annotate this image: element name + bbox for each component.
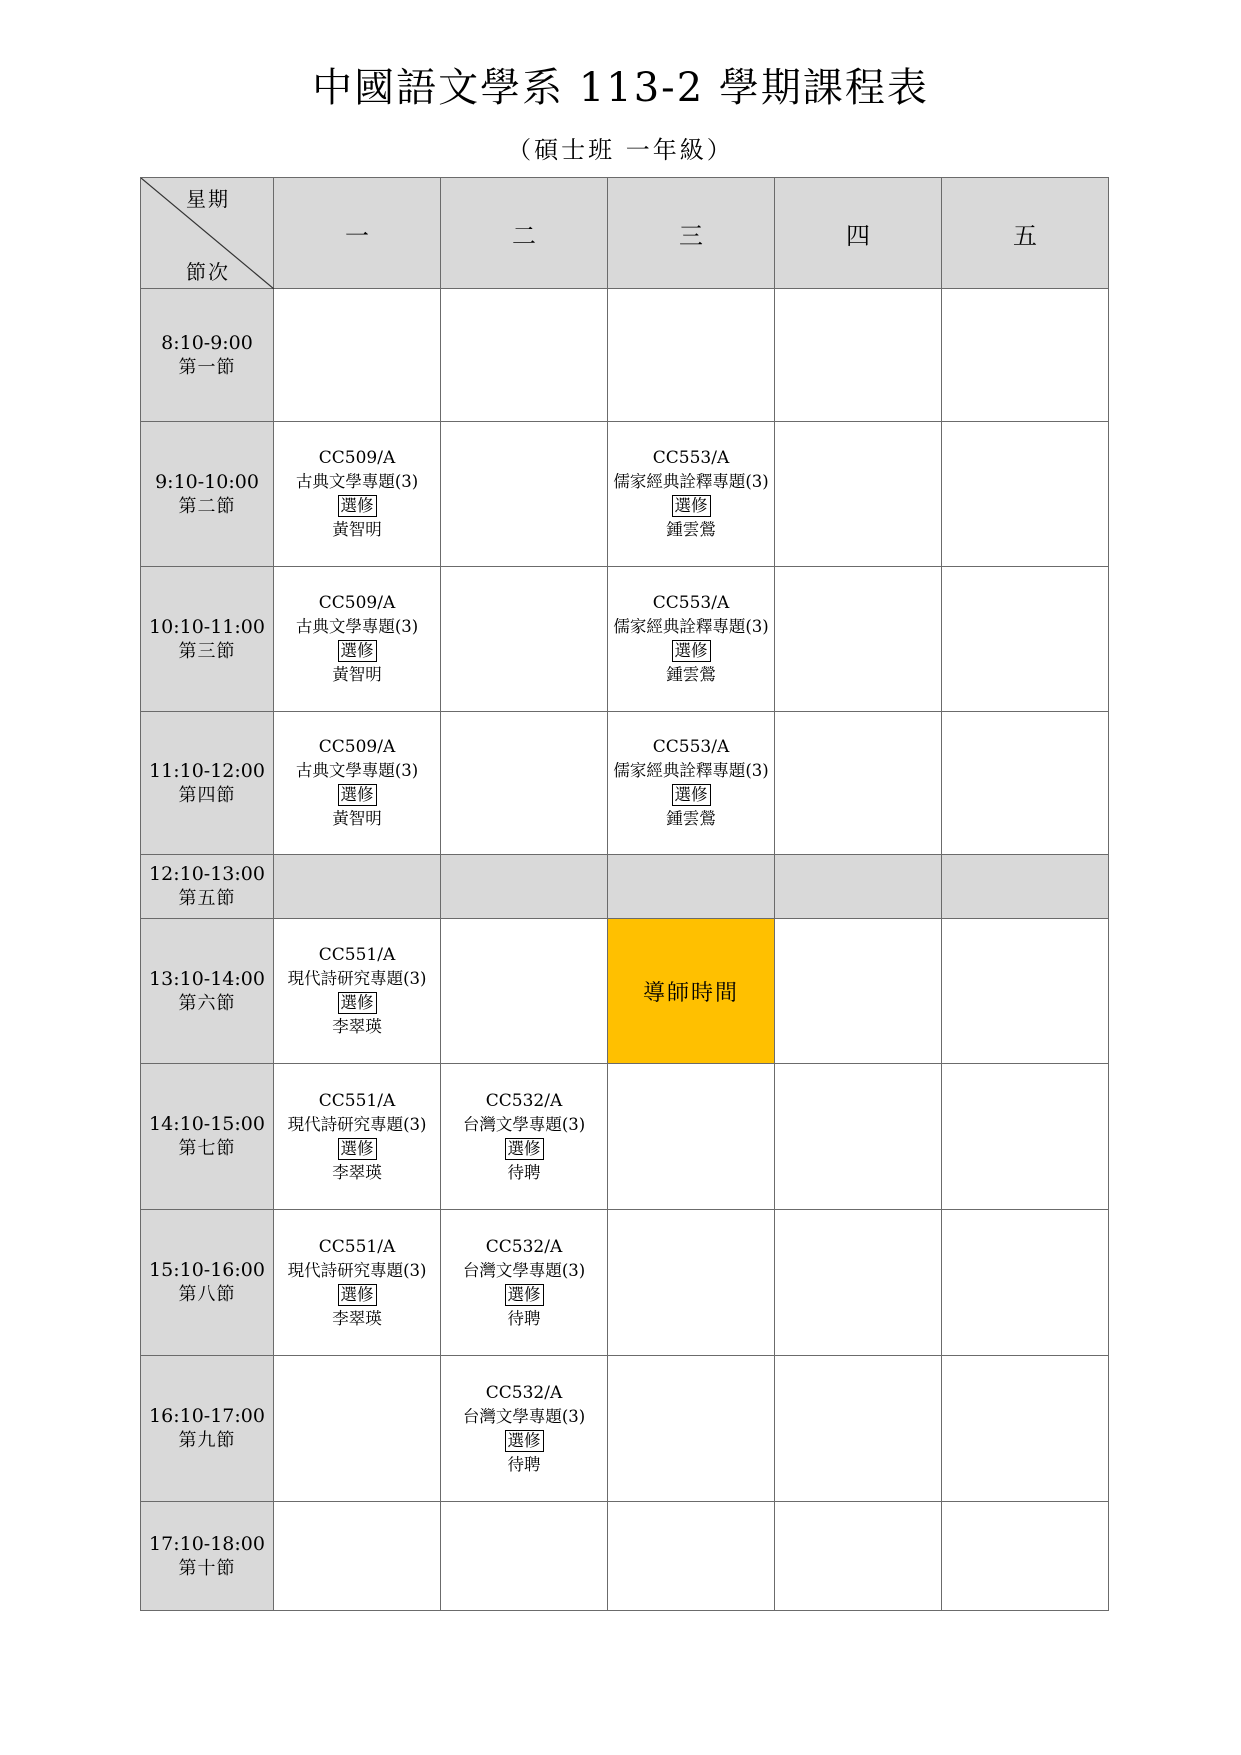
course-name: 現代詩研究專題(3) — [287, 1114, 427, 1134]
period-label: 第八節 — [178, 1284, 236, 1305]
course-type-badge: 選修 — [338, 1138, 377, 1160]
day-header-thu: 四 — [775, 178, 942, 289]
day-header-tue: 二 — [441, 178, 608, 289]
empty-cell-thu — [775, 1502, 942, 1611]
period-cell — [141, 919, 274, 1064]
day-header-wed: 三 — [608, 178, 775, 289]
course-name: 現代詩研究專題(3) — [287, 969, 427, 988]
empty-cell-wed — [608, 1356, 775, 1502]
course-teacher: 黃智明 — [332, 809, 382, 828]
course-cell-tue — [441, 1210, 608, 1356]
period-axis-label: 節次 — [186, 260, 230, 284]
period-cell — [141, 712, 274, 855]
period-label: 第十節 — [178, 1557, 236, 1579]
course-type-badge: 選修 — [505, 1138, 544, 1160]
course-code: CC551/A — [318, 945, 396, 965]
course-type-badge: 選修 — [672, 640, 711, 662]
day-header-mon: 一 — [274, 178, 441, 289]
course-cell-mon — [274, 422, 441, 567]
empty-cell-fri — [942, 1064, 1109, 1210]
period-time: 14:10-15:00 — [149, 1113, 265, 1135]
course-code: CC532/A — [485, 1236, 563, 1257]
course-name: 古典文學專題(3) — [295, 761, 419, 780]
empty-cell-wed — [608, 1210, 775, 1356]
period-label: 第九節 — [178, 1430, 236, 1451]
course-type-badge: 選修 — [672, 784, 711, 806]
course-teacher: 李翠瑛 — [332, 1017, 382, 1036]
period-row — [141, 289, 1109, 422]
page-title: 中國語文學系 113-2 學期課程表 — [312, 65, 929, 111]
break-cell-thu — [775, 855, 942, 919]
course-cell-wed — [608, 422, 775, 567]
course-teacher: 待聘 — [507, 1454, 541, 1474]
empty-cell-fri — [942, 289, 1109, 422]
period-row — [141, 855, 1109, 919]
course-teacher: 李翠瑛 — [332, 1162, 382, 1182]
course-code: CC553/A — [652, 593, 730, 613]
empty-cell-tue — [441, 712, 608, 855]
course-code: CC532/A — [485, 1090, 563, 1111]
period-row — [141, 712, 1109, 855]
empty-cell-thu — [775, 1356, 942, 1502]
course-cell-mon — [274, 1210, 441, 1356]
period-time: 12:10-13:00 — [149, 863, 265, 885]
course-code: CC509/A — [318, 737, 396, 757]
period-cell — [141, 422, 274, 567]
empty-cell-mon — [274, 1502, 441, 1611]
course-code: CC551/A — [318, 1236, 396, 1257]
course-cell-tue — [441, 1356, 608, 1502]
course-type-badge: 選修 — [338, 495, 377, 517]
empty-cell-wed — [608, 289, 775, 422]
empty-cell-tue — [441, 567, 608, 712]
empty-cell-fri — [942, 1210, 1109, 1356]
period-cell — [141, 1502, 274, 1611]
course-teacher: 鍾雲鶯 — [666, 520, 716, 539]
course-type-badge: 選修 — [672, 495, 711, 517]
corner-cell — [141, 178, 274, 289]
course-cell-tue — [441, 1064, 608, 1210]
course-type-badge: 選修 — [338, 1284, 377, 1306]
course-teacher: 待聘 — [507, 1308, 541, 1328]
period-row — [141, 1064, 1109, 1210]
period-cell — [141, 855, 274, 919]
period-cell — [141, 1356, 274, 1502]
course-teacher: 黃智明 — [332, 665, 382, 684]
course-type-badge: 選修 — [505, 1430, 544, 1452]
empty-cell-thu — [775, 567, 942, 712]
course-cell-mon — [274, 712, 441, 855]
period-row — [141, 1356, 1109, 1502]
course-teacher: 待聘 — [507, 1162, 541, 1182]
course-code: CC532/A — [485, 1382, 563, 1403]
course-type-badge: 選修 — [505, 1284, 544, 1306]
break-cell-wed — [608, 855, 775, 919]
tutor-time-cell: 導師時間 — [608, 919, 775, 1064]
period-cell — [141, 289, 274, 422]
empty-cell-thu — [775, 1064, 942, 1210]
course-cell-mon — [274, 919, 441, 1064]
course-cell-wed — [608, 567, 775, 712]
empty-cell-mon — [274, 289, 441, 422]
period-row — [141, 422, 1109, 567]
course-name: 台灣文學專題(3) — [462, 1114, 586, 1134]
empty-cell-fri — [942, 422, 1109, 567]
period-row — [141, 919, 1109, 1064]
empty-cell-fri — [942, 567, 1109, 712]
course-name: 古典文學專題(3) — [295, 617, 419, 636]
period-label: 第三節 — [178, 640, 236, 662]
empty-cell-fri — [942, 1502, 1109, 1611]
period-time: 15:10-16:00 — [149, 1259, 265, 1281]
empty-cell-thu — [775, 712, 942, 855]
empty-cell-fri — [942, 919, 1109, 1064]
period-cell — [141, 1210, 274, 1356]
course-name: 台灣文學專題(3) — [462, 1406, 586, 1426]
empty-cell-tue — [441, 1502, 608, 1611]
period-label: 第五節 — [178, 888, 236, 909]
period-label: 第一節 — [178, 356, 236, 378]
empty-cell-thu — [775, 1210, 942, 1356]
period-label: 第二節 — [178, 495, 236, 517]
period-time: 10:10-11:00 — [149, 615, 265, 638]
empty-cell-thu — [775, 422, 942, 567]
course-cell-wed — [608, 712, 775, 855]
course-teacher: 李翠瑛 — [332, 1308, 382, 1328]
course-name: 台灣文學專題(3) — [462, 1260, 586, 1280]
empty-cell-tue — [441, 422, 608, 567]
period-label: 第七節 — [178, 1138, 236, 1159]
empty-cell-wed — [608, 1064, 775, 1210]
empty-cell-thu — [775, 919, 942, 1064]
period-cell — [141, 1064, 274, 1210]
empty-cell-tue — [441, 289, 608, 422]
course-name: 儒家經典詮釋專題(3) — [613, 617, 769, 636]
course-teacher: 鍾雲鶯 — [666, 809, 716, 828]
course-type-badge: 選修 — [338, 784, 377, 806]
course-cell-mon — [274, 567, 441, 712]
period-row — [141, 1210, 1109, 1356]
period-label: 第四節 — [178, 784, 236, 806]
course-type-badge: 選修 — [338, 992, 377, 1014]
course-name: 儒家經典詮釋專題(3) — [613, 761, 769, 780]
course-code: CC509/A — [318, 448, 396, 468]
break-cell-fri — [942, 855, 1109, 919]
period-time: 11:10-12:00 — [149, 759, 265, 782]
period-row — [141, 567, 1109, 712]
page-subtitle: （碩士班 一年級） — [507, 136, 734, 164]
period-cell — [141, 567, 274, 712]
course-name: 古典文學專題(3) — [295, 472, 419, 491]
course-code: CC553/A — [652, 737, 730, 757]
period-time: 17:10-18:00 — [149, 1532, 265, 1555]
day-header-fri: 五 — [942, 178, 1109, 289]
course-teacher: 鍾雲鶯 — [666, 665, 716, 684]
empty-cell-wed — [608, 1502, 775, 1611]
header-row — [141, 178, 1109, 289]
empty-cell-tue — [441, 919, 608, 1064]
course-teacher: 黃智明 — [332, 520, 382, 539]
weekday-axis-label: 星期 — [186, 187, 230, 211]
course-code: CC553/A — [652, 448, 730, 468]
period-time: 13:10-14:00 — [149, 967, 265, 990]
period-time: 9:10-10:00 — [155, 470, 259, 493]
break-cell-tue — [441, 855, 608, 919]
course-cell-mon — [274, 1064, 441, 1210]
course-name: 現代詩研究專題(3) — [287, 1260, 427, 1280]
course-code: CC551/A — [318, 1090, 396, 1111]
course-code: CC509/A — [318, 593, 396, 613]
empty-cell-thu — [775, 289, 942, 422]
period-time: 16:10-17:00 — [149, 1405, 265, 1427]
schedule-table — [140, 177, 1109, 1611]
break-cell-mon — [274, 855, 441, 919]
empty-cell-fri — [942, 1356, 1109, 1502]
empty-cell-mon — [274, 1356, 441, 1502]
empty-cell-fri — [942, 712, 1109, 855]
course-name: 儒家經典詮釋專題(3) — [613, 472, 769, 491]
period-label: 第六節 — [178, 992, 236, 1014]
period-row — [141, 1502, 1109, 1611]
course-type-badge: 選修 — [338, 640, 377, 662]
period-time: 8:10-9:00 — [161, 331, 253, 354]
